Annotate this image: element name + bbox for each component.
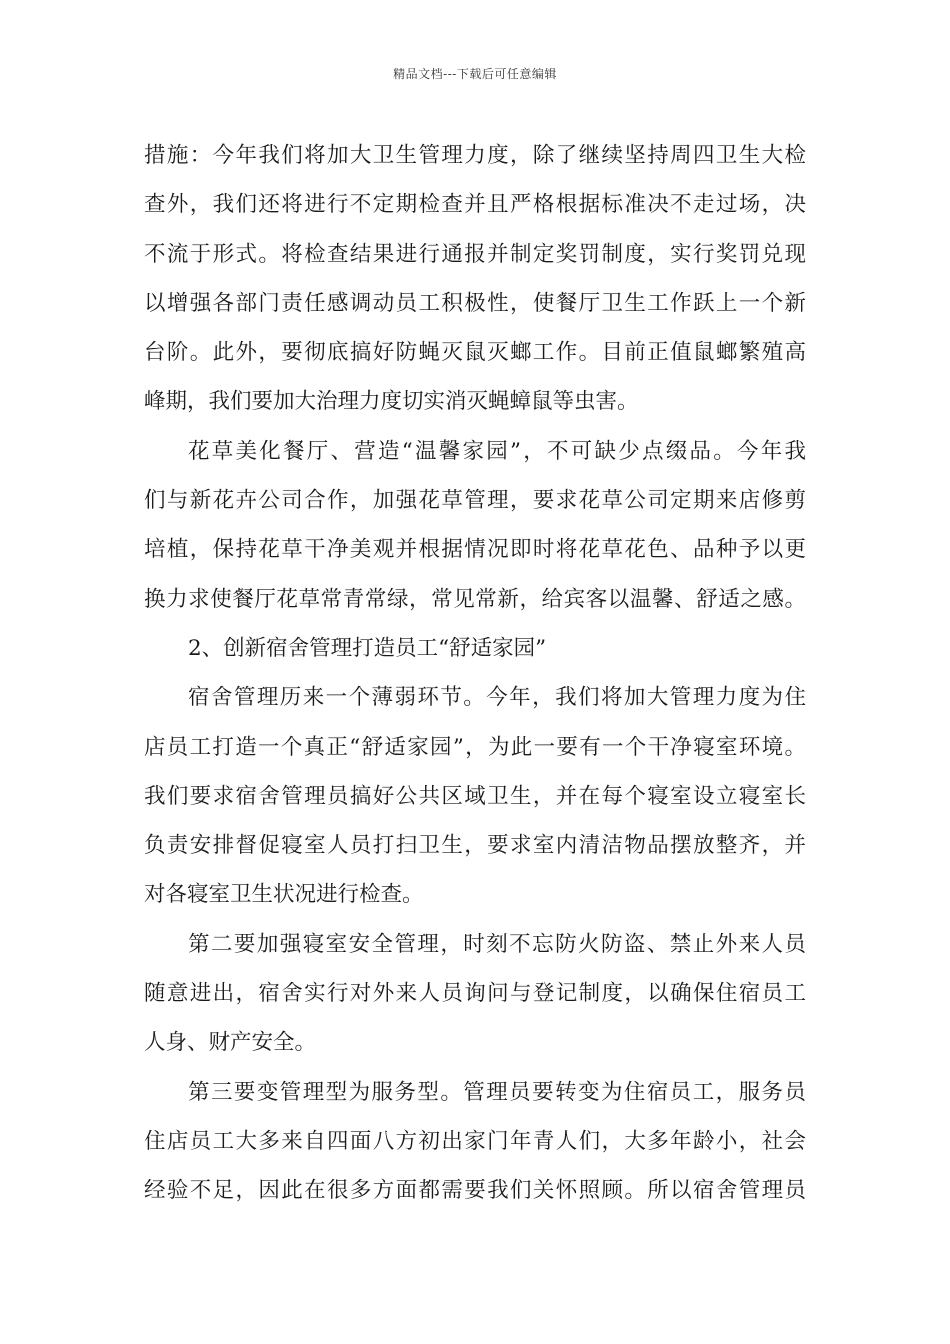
text-line: 以增强各部门责任感调动员工积极性，使餐厅卫生工作跃上一个新 (144, 290, 806, 316)
text-line: 峰期，我们要加大治理力度切实消灭蝇蟑鼠等虫害。 (144, 389, 639, 415)
text-line: 我们要求宿舍管理员搞好公共区域卫生，并在每个寝室设立寝室长 (144, 783, 806, 809)
text-line: 住店员工大多来自四面八方初出家门年青人们，大多年龄小，社会 (144, 1128, 806, 1154)
text-line: 第二要加强寝室安全管理，时刻不忘防火防盗、禁止外来人员 (188, 931, 806, 957)
text-line: 培植，保持花草干净美观并根据情况即时将花草花色、品种予以更 (144, 537, 806, 563)
text-line: 们与新花卉公司合作，加强花草管理，要求花草公司定期来店修剪 (144, 488, 806, 514)
text-line: 店员工打造一个真正“舒适家园”，为此一要有一个干净寝室环境。 (144, 734, 806, 760)
text-line: 负责安排督促寝室人员打扫卫生，要求室内清洁物品摆放整齐，并 (144, 833, 806, 859)
text-line: 第三要变管理型为服务型。管理员要转变为住宿员工，服务员 (188, 1079, 806, 1105)
page-header: 精品文档---下载后可任意编辑 (393, 67, 557, 81)
text-line: 台阶。此外，要彻底搞好防蝇灭鼠灭螂工作。目前正值鼠螂繁殖高 (144, 340, 806, 366)
section-heading: 2、创新宿舍管理打造员工“舒适家园” (188, 635, 547, 661)
text-line: 宿舍管理历来一个薄弱环节。今年，我们将加大管理力度为住 (188, 685, 806, 711)
text-line: 换力求使餐厅花草常青常绿，常见常新，给宾客以温馨、舒适之感。 (144, 586, 806, 612)
text-line: 花草美化餐厅、营造“温馨家园”，不可缺少点缀品。今年我 (188, 438, 806, 464)
text-line: 查外，我们还将进行不定期检查并且严格根据标准决不走过场，决 (144, 192, 806, 218)
text-line: 不流于形式。将检查结果进行通报并制定奖罚制度，实行奖罚兑现 (144, 241, 806, 267)
text-line: 经验不足，因此在很多方面都需要我们关怀照顾。所以宿舍管理员 (144, 1178, 806, 1204)
text-line: 随意进出，宿舍实行对外来人员询问与登记制度，以确保住宿员工 (144, 981, 806, 1007)
text-line: 对各寝室卫生状况进行检查。 (144, 882, 424, 908)
text-line: 措施：今年我们将加大卫生管理力度，除了继续坚持周四卫生大检 (144, 143, 806, 168)
text-line: 人身、财产安全。 (144, 1030, 317, 1056)
document-body (144, 131, 806, 1216)
